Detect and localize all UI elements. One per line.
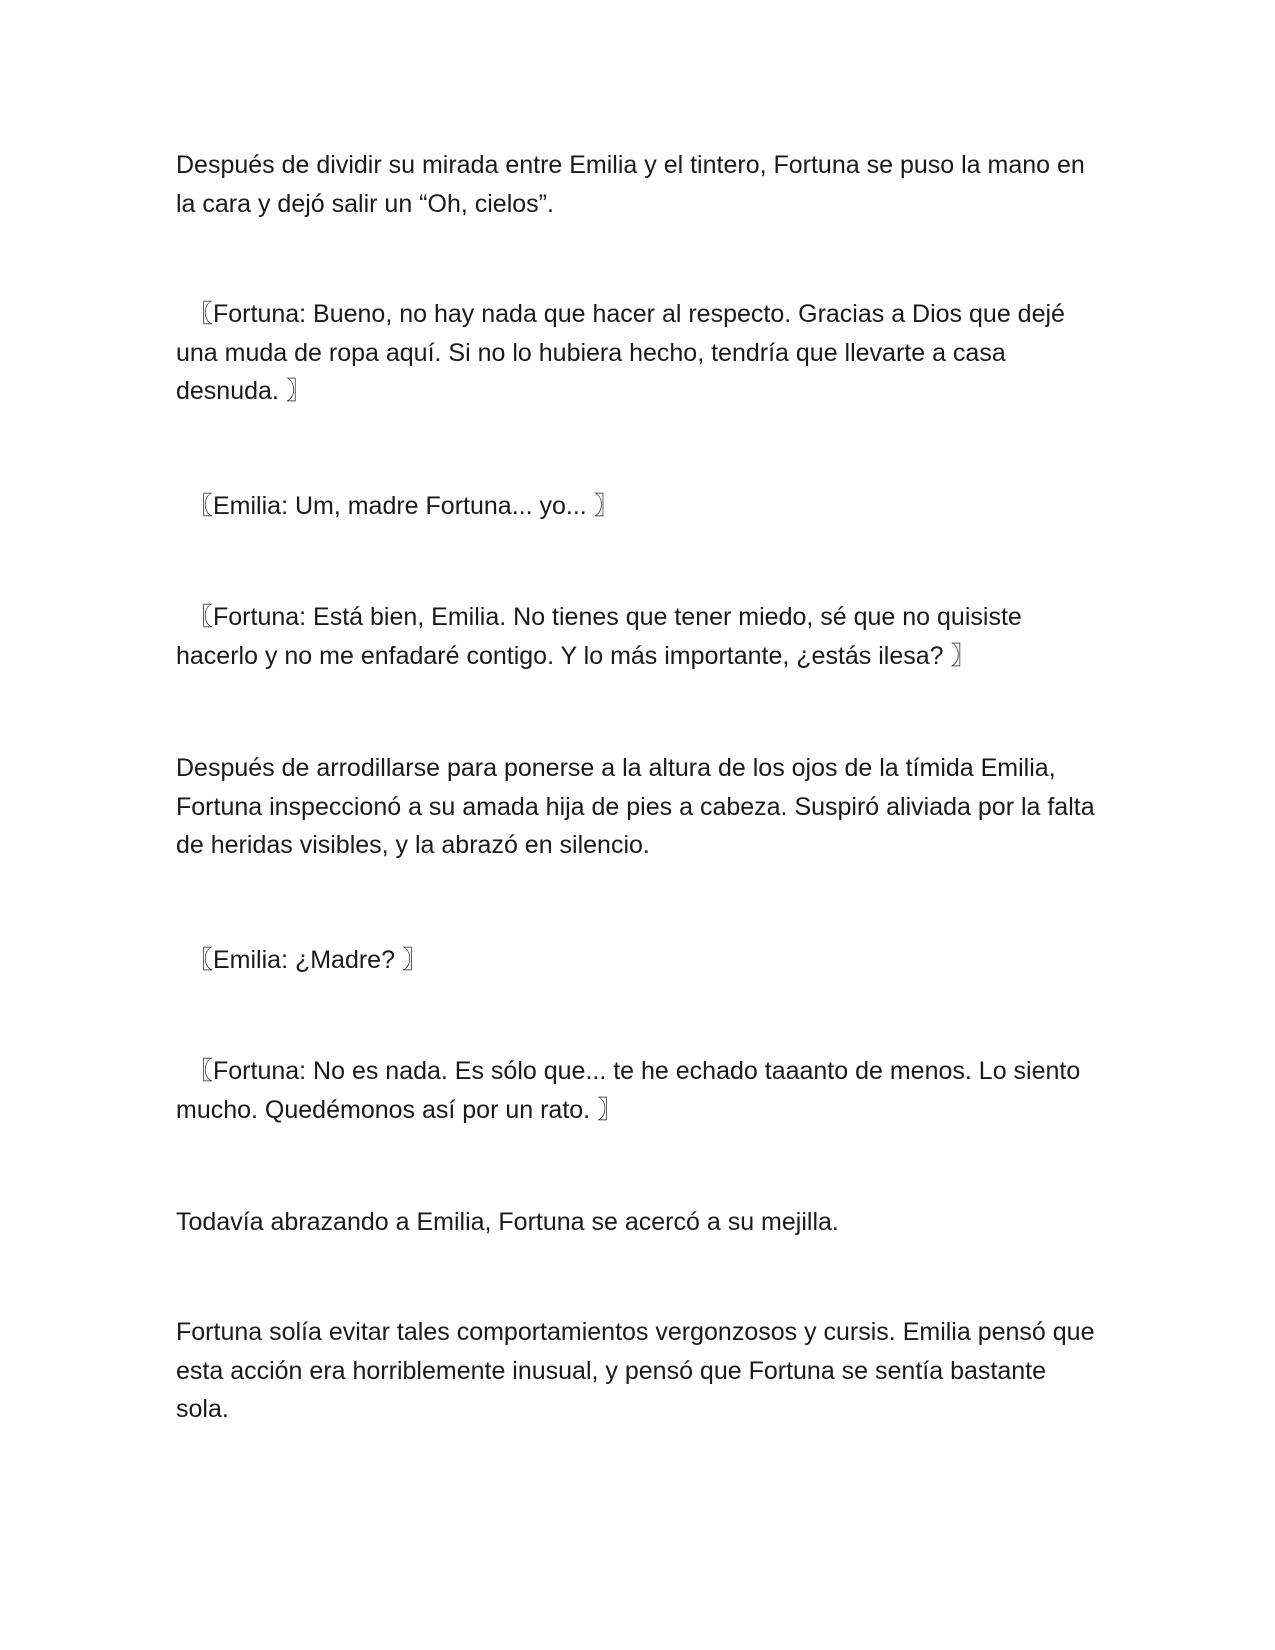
narration-paragraph: Todavía abrazando a Emilia, Fortuna se acercó a su mejilla. <box>176 1208 839 1236</box>
narration-paragraph: Fortuna solía evitar tales comportamientos vergonzosos y cursis. Emilia pensó que esta acción era horriblemente inusual, y pensó que Fortuna se sentía bastante sola. <box>176 1318 1095 1423</box>
dialogue-emilia: 〖Emilia: Um, madre Fortuna... yo... 〗 <box>188 492 619 520</box>
narration-paragraph: Después de arrodillarse para ponerse a la altura de los ojos de la tímida Emilia, Fortuna inspeccionó a su amada hija de pies a cabeza. Suspiró aliviada por la falta de heridas visibles, y la abrazó en silencio. <box>176 754 1095 859</box>
dialogue-fortuna: 〖Fortuna: Está bien, Emilia. No tienes que tener miedo, sé que no quisiste hacerlo y no me enfadaré contigo. Y lo más importante, ¿estás ilesa? 〗 <box>176 603 1022 670</box>
narration-paragraph: Después de dividir su mirada entre Emilia y el tintero, Fortuna se puso la mano en la cara y dejó salir un “Oh, cielos”. <box>176 151 1085 218</box>
dialogue-emilia: 〖Emilia: ¿Madre? 〗 <box>188 946 427 974</box>
dialogue-fortuna: 〖Fortuna: Bueno, no hay nada que hacer al respecto. Gracias a Dios que dejé una muda de ropa aquí. Si no lo hubiera hecho, tendría que llevarte a casa desnuda. 〗 <box>176 300 1065 405</box>
dialogue-fortuna: 〖Fortuna: No es nada. Es sólo que... te he echado taaanto de menos. Lo siento mucho. Quedémonos así por un rato. 〗 <box>176 1057 1081 1124</box>
